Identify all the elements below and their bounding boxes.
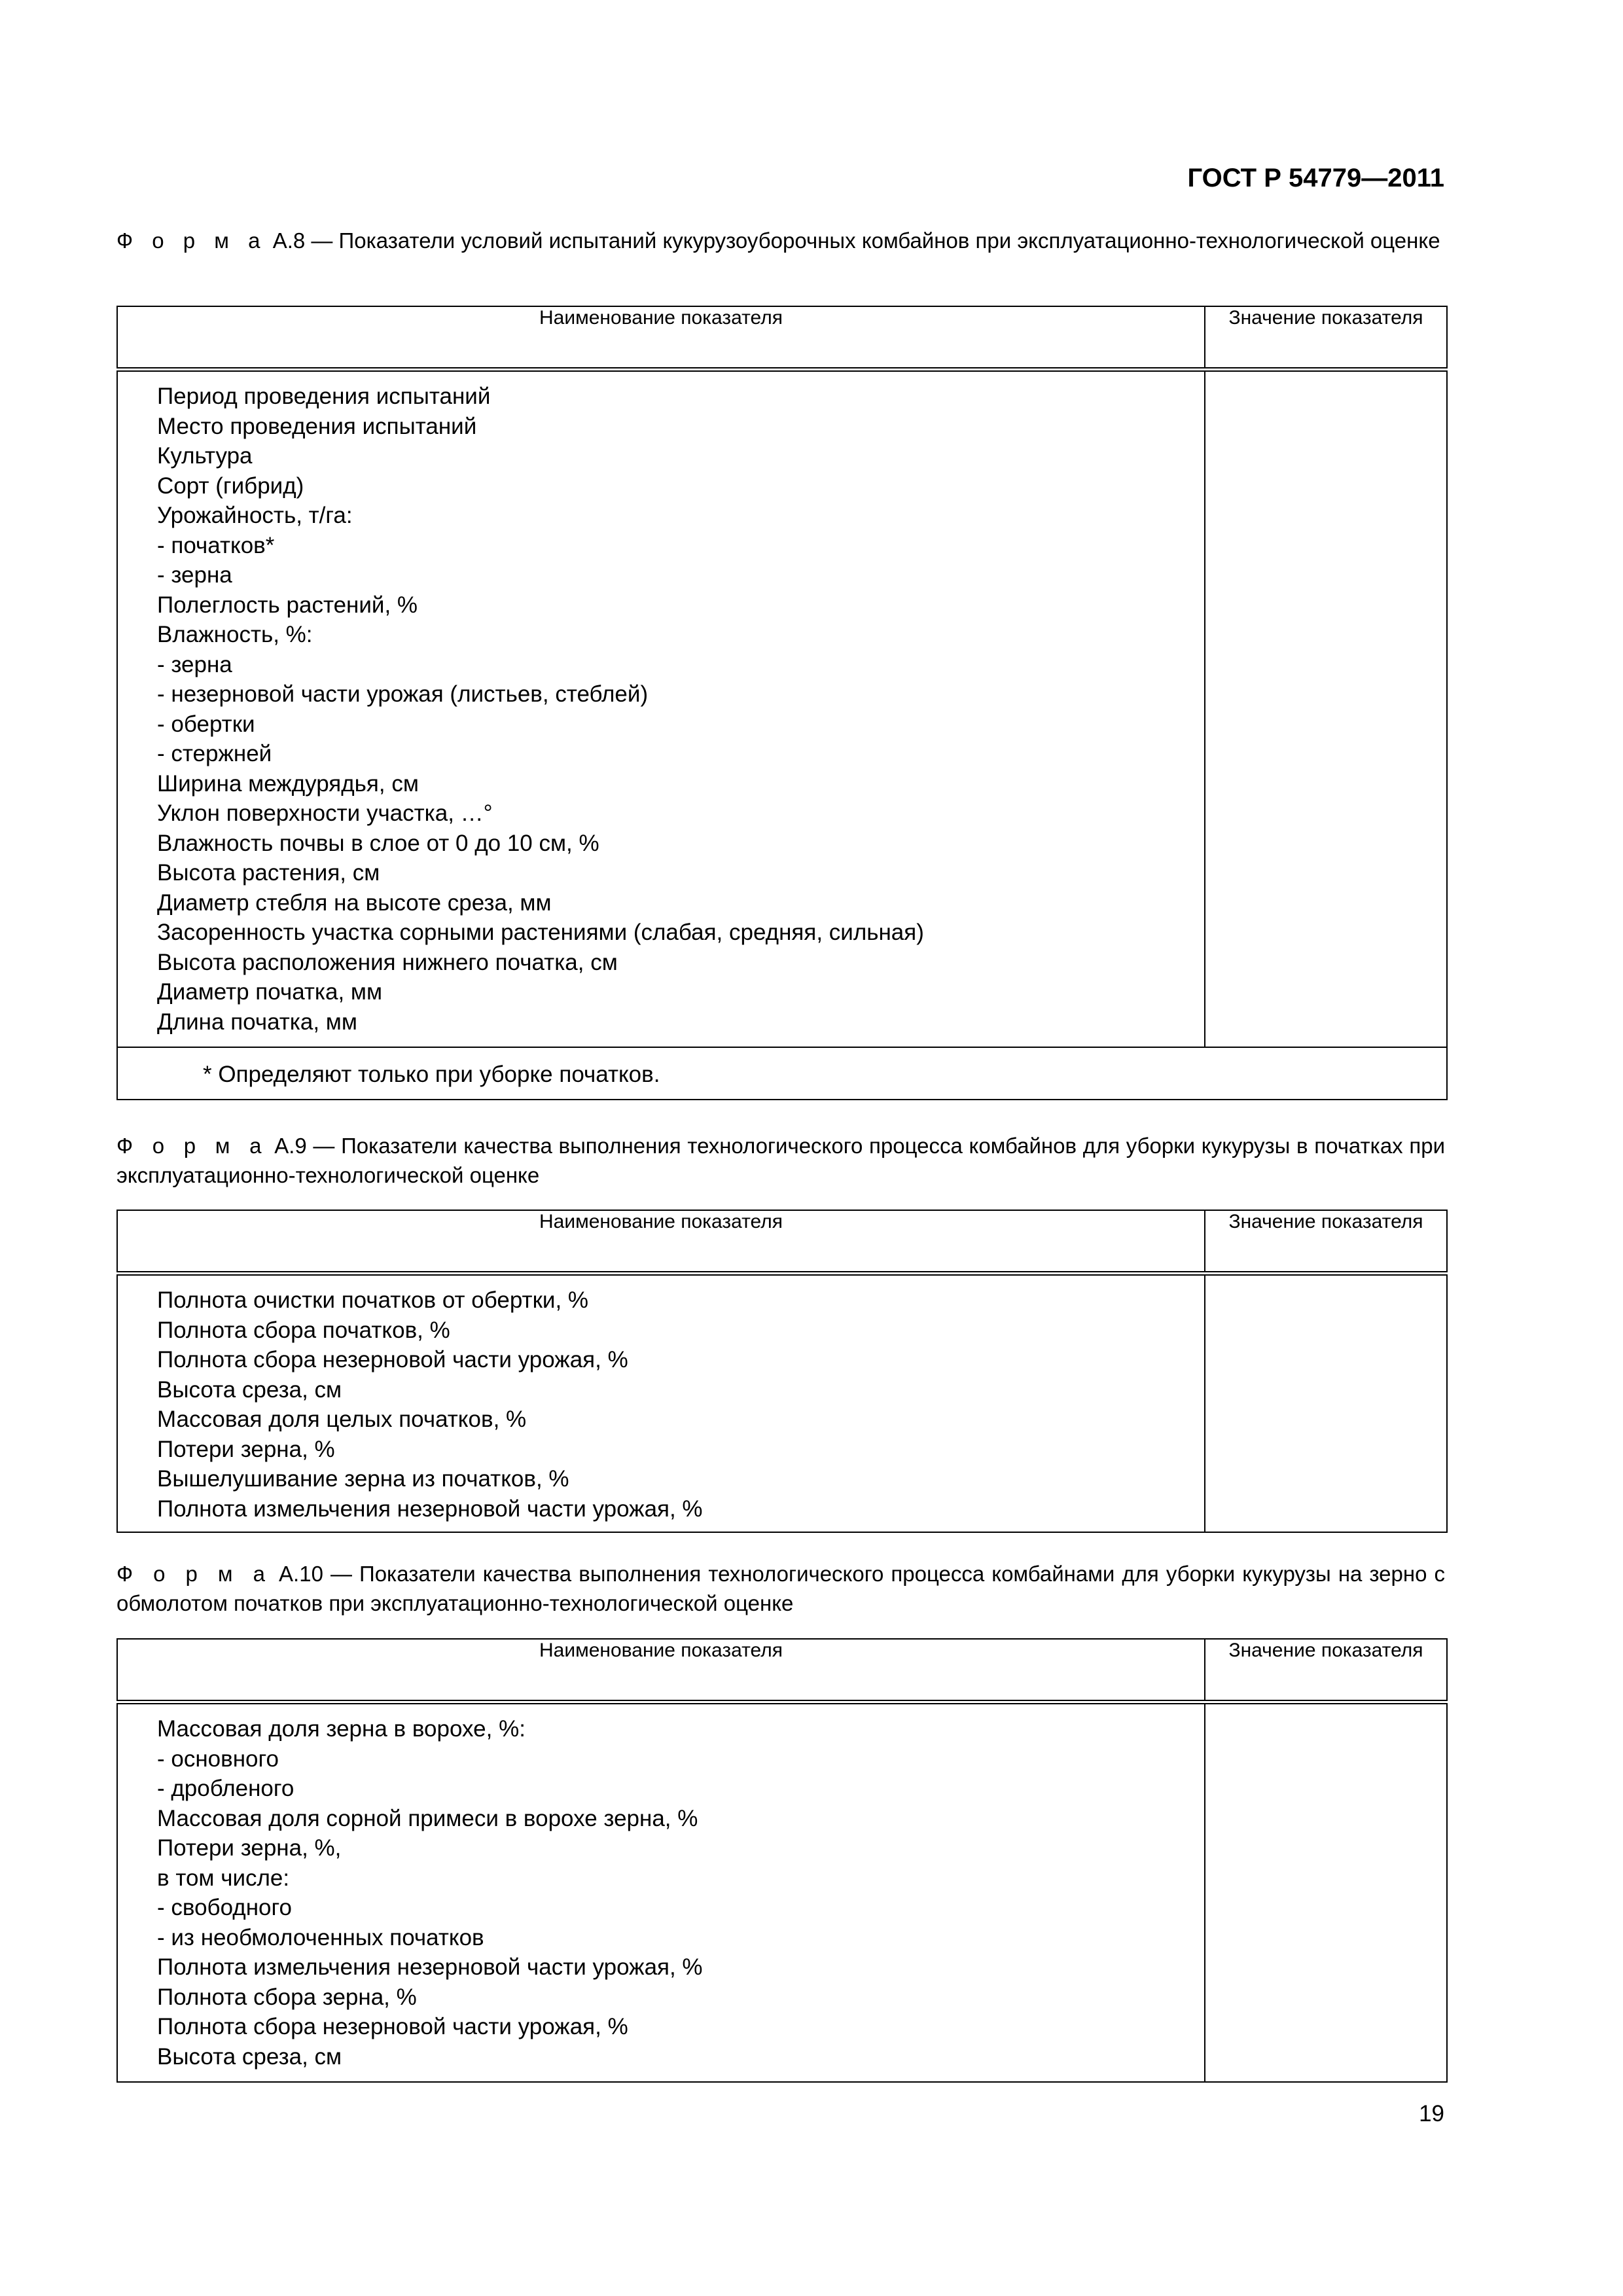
form-a9-table	[116, 1210, 1448, 1533]
indicator-item: Засоренность участка сорными растениями (слабая, средняя, сильная)	[157, 920, 924, 945]
form-a9-caption	[116, 1131, 1445, 1190]
indicator-item: - из необмолоченных початков	[157, 1924, 484, 1950]
column-header-value: Значение показателя	[1205, 306, 1447, 370]
value-cell	[1205, 1702, 1447, 2083]
indicator-item: Вышелушивание зерна из початков, %	[157, 1466, 569, 1492]
indicator-item: Полеглость растений, %	[157, 592, 418, 618]
indicator-item: в том числе:	[157, 1865, 290, 1891]
indicator-item: Высота расположения нижнего початка, см	[157, 949, 618, 975]
indicator-item: Высота растения, см	[157, 860, 380, 886]
indicator-item: - обертки	[157, 711, 255, 737]
form-prefix: Ф о р м а	[116, 1562, 272, 1586]
page-number: 19	[1419, 2101, 1444, 2126]
indicator-item: Полнота измельчения незерновой части урожая, %	[157, 1496, 703, 1522]
value-cell	[1205, 370, 1447, 1048]
indicator-item: - зерна	[157, 651, 232, 677]
indicator-item: Ширина междурядья, см	[157, 770, 419, 797]
indicator-item: - незерновой части урожая (листьев, стеблей)	[157, 681, 649, 707]
indicator-item: - зерна	[157, 562, 232, 588]
form-prefix: Ф о р м а	[116, 1134, 268, 1158]
indicator-item: Потери зерна, %,	[157, 1835, 342, 1861]
indicator-item: Полнота сбора незерновой части урожая, %	[157, 1347, 628, 1372]
form-a8-table	[116, 306, 1448, 1100]
indicator-item: Место проведения испытаний	[157, 413, 477, 439]
indicator-list	[117, 370, 1205, 1048]
indicator-list	[117, 1274, 1205, 1533]
indicator-item: - свободного	[157, 1895, 292, 1920]
indicator-item: - дробленого	[157, 1776, 294, 1801]
indicator-item: Влажность, %:	[157, 622, 313, 647]
value-cell	[1205, 1274, 1447, 1533]
column-header-value: Значение показателя	[1205, 1639, 1447, 1702]
indicator-item: Уклон поверхности участка, …°	[157, 800, 493, 826]
column-header-name: Наименование показателя	[117, 1210, 1205, 1274]
indicator-item: Урожайность, т/га:	[157, 503, 353, 528]
form-a8-caption	[116, 226, 1445, 255]
indicator-item: Диаметр початка, мм	[157, 979, 383, 1005]
indicator-item: Высота среза, см	[157, 2043, 342, 2070]
indicator-item: - початков*	[157, 532, 275, 558]
indicator-item: Период проведения испытаний	[157, 384, 491, 409]
indicator-item: Диаметр стебля на высоте среза, мм	[157, 889, 552, 916]
column-header-name: Наименование показателя	[117, 1639, 1205, 1702]
indicator-item: Полнота сбора початков, %	[157, 1317, 450, 1343]
indicator-item: Влажность почвы в слое от 0 до 10 см, %	[157, 830, 599, 856]
form-a10-caption	[116, 1559, 1445, 1618]
indicator-item: Полнота очистки початков от обертки, %	[157, 1287, 589, 1313]
column-header-name: Наименование показателя	[117, 306, 1205, 370]
indicator-item: Сорт (гибрид)	[157, 473, 304, 499]
indicator-item: Потери зерна, %	[157, 1436, 335, 1462]
indicator-item: - основного	[157, 1746, 279, 1772]
indicator-item: Культура	[157, 443, 253, 469]
indicator-item: - стержней	[157, 741, 272, 766]
form-prefix: Ф о р м а	[116, 228, 267, 253]
form-caption-text: А.10 — Показатели качества выполнения технологического процесса комбайнами для уборки кукурузы на зерно с обмолотом початков при эксплуатационно-технологической оценке	[116, 1562, 1446, 1615]
table-footnote: * Определяют только при уборке початков.	[117, 1047, 1447, 1100]
indicator-item: Массовая доля зерна в ворохе, %:	[157, 1716, 526, 1742]
indicator-item: Массовая доля сорной примеси в ворохе зерна, %	[157, 1805, 698, 1831]
indicator-item: Массовая доля целых початков, %	[157, 1407, 527, 1432]
indicator-list	[117, 1702, 1205, 2083]
indicator-item: Полнота сбора зерна, %	[157, 1984, 417, 2010]
column-header-value: Значение показателя	[1205, 1210, 1447, 1274]
form-a10-table	[116, 1638, 1448, 2083]
standard-number: ГОСТ Р 54779—2011	[1187, 164, 1444, 192]
form-caption-text: А.9 — Показатели качества выполнения технологического процесса комбайнов для уборки кукурузы в початках при эксплуатационно-технологической оценке	[116, 1134, 1445, 1187]
indicator-item: Полнота измельчения незерновой части урожая, %	[157, 1954, 703, 1980]
indicator-item: Высота среза, см	[157, 1376, 342, 1403]
indicator-item: Полнота сбора незерновой части урожая, %	[157, 2014, 628, 2039]
form-caption-text: А.8 — Показатели условий испытаний кукурузоуборочных комбайнов при эксплуатационно-технологической оценке	[272, 228, 1440, 253]
indicator-item: Длина початка, мм	[157, 1009, 357, 1035]
